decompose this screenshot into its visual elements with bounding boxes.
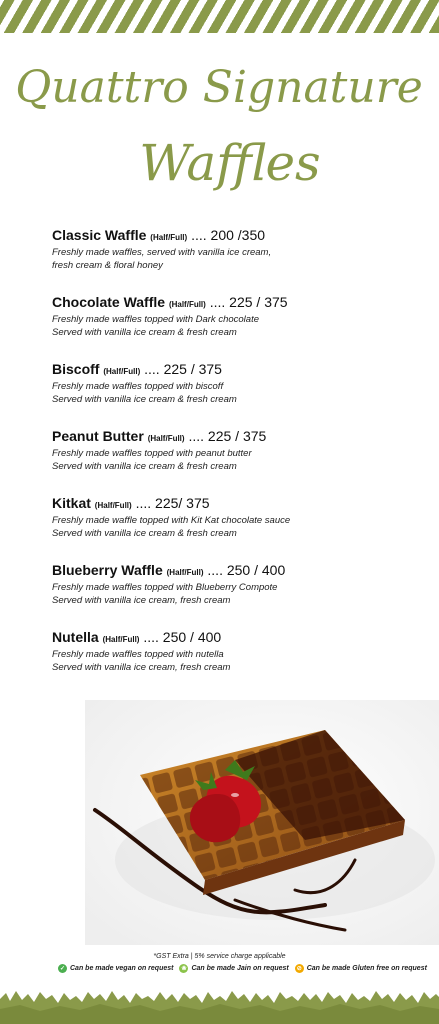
item-description: Freshly made waffles topped with biscoff	[52, 381, 224, 392]
item-description: Served with vanilla ice cream, fresh cream	[52, 662, 231, 673]
item-name: Blueberry Waffle	[52, 562, 163, 578]
item-price: .... 250 / 400	[207, 562, 286, 578]
dietary-badges	[58, 964, 438, 973]
title-line-2: Waffles	[139, 134, 321, 192]
menu-item	[52, 629, 422, 674]
item-size: (Half/Full)	[102, 635, 140, 644]
badge-jain	[179, 964, 288, 973]
item-size: (Half/Full)	[103, 367, 141, 376]
item-description: Freshly made waffles topped with Dark chocolate	[52, 314, 259, 325]
item-description: Freshly made waffle topped with Kit Kat chocolate sauce	[52, 515, 291, 526]
menu-item	[52, 562, 422, 607]
badge-text: Can be made Jain on request	[191, 965, 289, 972]
waffle-photo	[85, 700, 439, 945]
menu-item	[52, 428, 422, 473]
menu-item	[52, 495, 422, 540]
title-line-1: Quattro Signature	[15, 62, 423, 113]
item-size: (Half/Full)	[94, 501, 132, 510]
badge-text: Can be made Gluten free on request	[306, 965, 427, 972]
item-description: Freshly made waffles, served with vanilla ice cream,	[52, 247, 272, 258]
badge-text: Can be made vegan on request	[70, 965, 174, 972]
item-description: Served with vanilla ice cream & fresh cream	[52, 461, 237, 472]
item-price: .... 225 / 375	[188, 428, 267, 444]
gluten-free-icon: ⊘	[296, 966, 302, 972]
item-description: fresh cream & floral honey	[52, 260, 163, 271]
item-description: Freshly made waffles topped with peanut butter	[52, 448, 252, 459]
menu-list	[52, 227, 422, 696]
menu-item	[52, 361, 422, 406]
item-price: .... 225 / 375	[209, 294, 288, 310]
item-name: Nutella	[52, 629, 99, 645]
striped-top-border	[0, 0, 439, 33]
item-description: Freshly made waffles topped with nutella	[52, 649, 224, 660]
item-description: Served with vanilla ice cream & fresh cream	[52, 528, 237, 539]
item-price: .... 200 /350	[191, 227, 266, 243]
item-description: Freshly made waffles topped with Blueberry Compote	[52, 582, 278, 593]
item-size: (Half/Full)	[168, 300, 206, 309]
item-size: (Half/Full)	[150, 233, 188, 242]
menu-title	[0, 40, 439, 210]
item-price: .... 225/ 375	[135, 495, 210, 511]
item-name: Classic Waffle	[52, 227, 147, 243]
item-price: .... 225 / 375	[144, 361, 222, 377]
item-description: Served with vanilla ice cream, fresh cream	[52, 595, 231, 606]
check-icon: ✓	[59, 966, 66, 972]
item-size: (Half/Full)	[166, 568, 204, 577]
item-description: Served with vanilla ice cream & fresh cream	[52, 327, 237, 338]
footer-note: *GST Extra | 5% service charge applicable	[153, 953, 286, 960]
item-price: .... 250 / 400	[143, 629, 222, 645]
badge-vegan	[58, 964, 173, 973]
leaf-icon: ❀	[181, 966, 187, 972]
item-description: Served with vanilla ice cream & fresh cream	[52, 394, 237, 405]
item-name: Kitkat	[52, 495, 91, 511]
item-size: (Half/Full)	[147, 434, 185, 443]
badge-gluten-free	[295, 964, 427, 973]
menu-item	[52, 227, 422, 272]
item-name: Peanut Butter	[52, 428, 144, 444]
item-name: Chocolate Waffle	[52, 294, 166, 310]
menu-item	[52, 294, 422, 339]
item-name: Biscoff	[52, 361, 100, 377]
grass-bottom-border	[0, 985, 439, 1024]
